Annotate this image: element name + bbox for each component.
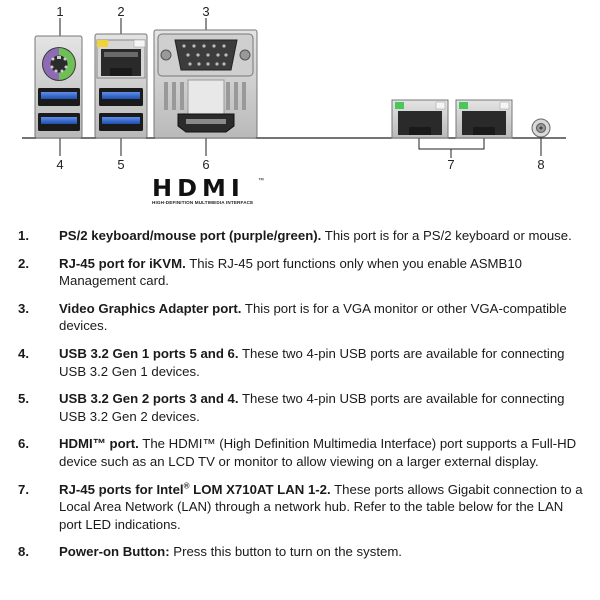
item-title: Video Graphics Adapter port. bbox=[59, 300, 242, 316]
ikvm-usb-stack bbox=[95, 34, 147, 138]
lan-port-2 bbox=[456, 100, 512, 138]
item-title bbox=[59, 482, 331, 497]
callout-7: 7 bbox=[447, 157, 455, 172]
ps2-port bbox=[42, 47, 76, 81]
list-item bbox=[18, 435, 588, 470]
rj45-ikvm-port bbox=[97, 40, 145, 78]
list-item bbox=[18, 543, 588, 561]
vga-port bbox=[158, 34, 253, 76]
item-number: 4. bbox=[18, 345, 29, 361]
item-body: These ports allows Gigabit connection to a Local Area Network (LAN) through a network hub. Refer to the table below for the LAN port LED indications. bbox=[59, 481, 583, 532]
lan-port-1 bbox=[392, 100, 448, 138]
callout-6: 6 bbox=[202, 157, 210, 172]
list-item bbox=[18, 345, 588, 380]
callout-1: 1 bbox=[56, 4, 64, 19]
item-body: This port is for a PS/2 keyboard or mouse. bbox=[321, 228, 572, 243]
callout-4: 4 bbox=[56, 157, 64, 172]
list-item bbox=[18, 481, 588, 534]
callout-8: 8 bbox=[537, 157, 545, 172]
item-number: 5. bbox=[18, 391, 29, 407]
item-number: 6. bbox=[18, 436, 29, 452]
item-title-post: LOM X710AT LAN 1-2. bbox=[189, 481, 331, 497]
hdmi-logo-word: HDMI bbox=[152, 175, 245, 202]
item-number: 8. bbox=[18, 544, 29, 560]
registered-mark: ® bbox=[183, 481, 190, 491]
item-title: RJ-45 port for iKVM. bbox=[59, 255, 186, 271]
hdmi-logo-subtitle: HIGH-DEFINITION MULTIMEDIA INTERFACE bbox=[152, 200, 254, 205]
item-title: PS/2 keyboard/mouse port (purple/green). bbox=[59, 228, 322, 243]
callout-2: 2 bbox=[117, 4, 125, 19]
list-item bbox=[18, 227, 588, 245]
item-number: 3. bbox=[18, 300, 29, 316]
item-title: USB 3.2 Gen 2 ports 3 and 4. bbox=[59, 391, 239, 407]
item-number: 1. bbox=[18, 228, 29, 243]
item-title: USB 3.2 Gen 1 ports 5 and 6. bbox=[59, 345, 239, 361]
item-body: These two 4-pin USB ports are available for connecting USB 3.2 Gen 2 devices. bbox=[59, 391, 565, 424]
rear-panel-diagram bbox=[0, 0, 600, 180]
power-button bbox=[532, 119, 550, 137]
port-description-list bbox=[18, 227, 588, 561]
item-body: Press this button to turn on the system. bbox=[169, 544, 402, 560]
vga-hdmi-block bbox=[154, 30, 257, 138]
list-item bbox=[18, 300, 588, 335]
leader-7-bracket bbox=[419, 138, 484, 149]
item-body: The HDMI™ (High Definition Multimedia Interface) port supports a Full-HD device such as an LCD TV or monitor to allow viewing on a larger external display. bbox=[59, 436, 577, 469]
list-item bbox=[18, 255, 588, 290]
item-body: This RJ-45 port functions only when you enable ASMB10 Management card. bbox=[59, 255, 522, 289]
item-body: This port is for a VGA monitor or other VGA-compatible devices. bbox=[59, 300, 567, 334]
ps2-usb-stack bbox=[35, 36, 82, 138]
item-title: Power-on Button: bbox=[59, 544, 170, 560]
hdmi-logo-tm: ™ bbox=[258, 178, 264, 184]
item-number: 2. bbox=[18, 255, 29, 271]
item-number: 7. bbox=[18, 481, 29, 497]
item-body: These two 4-pin USB ports are available for connecting USB 3.2 Gen 1 devices. bbox=[59, 345, 565, 379]
callout-5: 5 bbox=[117, 157, 125, 172]
list-item bbox=[18, 390, 588, 425]
callout-3: 3 bbox=[202, 4, 210, 19]
item-title-pre: RJ-45 ports for Intel bbox=[59, 481, 184, 497]
hdmi-logo bbox=[152, 175, 264, 208]
hdmi-port bbox=[178, 114, 234, 132]
item-title: HDMI™ port. bbox=[59, 436, 139, 452]
